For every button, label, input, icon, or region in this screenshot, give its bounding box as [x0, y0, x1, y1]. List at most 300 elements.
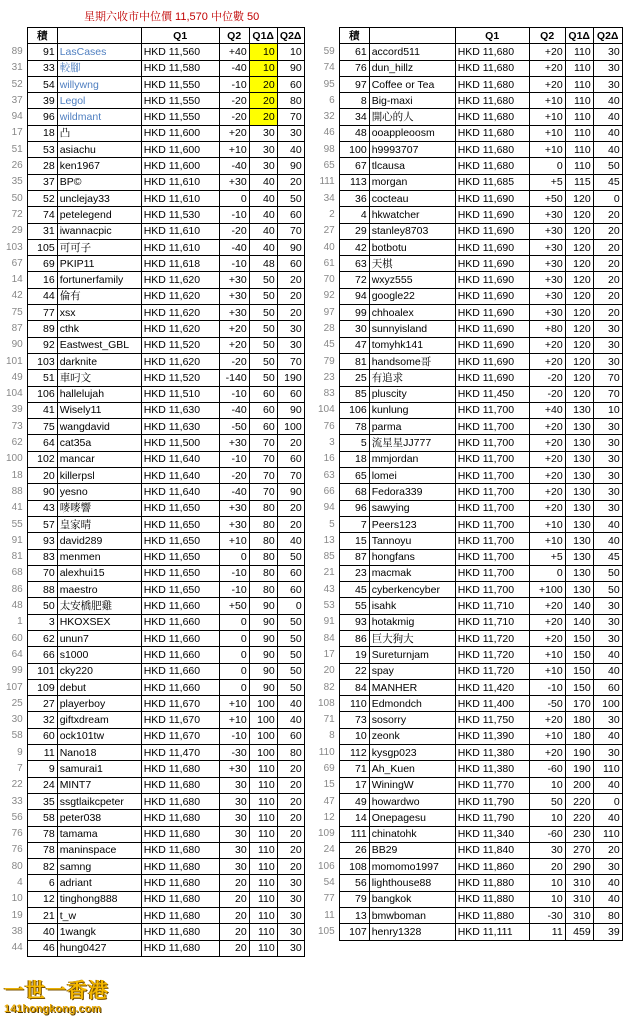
- rank: 99: [339, 305, 369, 321]
- rank: 100: [339, 142, 369, 158]
- player-name: ken1967: [57, 158, 141, 174]
- q1-delta: 220: [565, 810, 593, 826]
- q1-delta: 50: [249, 305, 277, 321]
- previous-rank: 21: [323, 567, 335, 579]
- table-row: [4, 223, 304, 239]
- q2-delta: 90: [277, 402, 304, 418]
- table-row: [316, 712, 622, 728]
- q2-change: -30: [219, 745, 249, 761]
- rank: 111: [339, 826, 369, 842]
- q2-delta: 20: [593, 223, 622, 239]
- q2-change: -20: [219, 109, 249, 125]
- q1-delta: 190: [565, 761, 593, 777]
- rank: 107: [339, 924, 369, 940]
- q2-delta: 0: [593, 793, 622, 809]
- q1-delta: 220: [565, 793, 593, 809]
- q1-price: HKD 11,620: [141, 288, 219, 304]
- player-name: kunlung: [369, 402, 455, 418]
- rank: 11: [27, 745, 57, 761]
- previous-rank: 58: [11, 730, 23, 742]
- q1-price: HKD 11,680: [455, 158, 529, 174]
- q2-change: 10: [529, 777, 565, 793]
- q1-delta: 120: [565, 223, 593, 239]
- table-row: [4, 516, 304, 532]
- previous-rank: 18: [11, 469, 23, 481]
- rank: 35: [27, 793, 57, 809]
- previous-rank: 108: [318, 697, 335, 709]
- table-row: [316, 76, 622, 92]
- previous-rank: 65: [323, 160, 335, 172]
- table-row: [4, 321, 304, 337]
- player-name: Wisely11: [57, 402, 141, 418]
- previous-rank: 15: [323, 779, 335, 791]
- q1-price: HKD 11,390: [455, 728, 529, 744]
- table-row: [316, 630, 622, 646]
- player-name: botbotu: [369, 239, 455, 255]
- q1-price: HKD 11,680: [141, 875, 219, 891]
- table-row: [316, 826, 622, 842]
- rank: 97: [339, 76, 369, 92]
- rank: 110: [339, 696, 369, 712]
- q1-delta: 60: [249, 402, 277, 418]
- q1-delta: 120: [565, 239, 593, 255]
- q1-price: HKD 11,700: [455, 549, 529, 565]
- previous-rank: 73: [11, 420, 23, 432]
- table-row: [316, 44, 622, 60]
- q2-change: 10: [529, 891, 565, 907]
- player-name: HKOXSEX: [57, 614, 141, 630]
- q1-price: HKD 11,680: [455, 44, 529, 60]
- q1-price: HKD 11,450: [455, 386, 529, 402]
- player-name: MANHER: [369, 679, 455, 695]
- player-name: samng: [57, 859, 141, 875]
- rank: 30: [339, 321, 369, 337]
- player-name: 皇家晴: [57, 516, 141, 532]
- q1-price: HKD 11,550: [141, 76, 219, 92]
- player-name: chhoalex: [369, 305, 455, 321]
- q2-change: +20: [529, 435, 565, 451]
- q1-price: HKD 11,670: [141, 712, 219, 728]
- q2-change: -40: [219, 60, 249, 76]
- q1-delta: 70: [249, 468, 277, 484]
- table-row: [316, 875, 622, 891]
- q2-change: +30: [529, 239, 565, 255]
- q2-delta: 50: [593, 565, 622, 581]
- q1-price: HKD 11,660: [141, 679, 219, 695]
- rank: 12: [27, 891, 57, 907]
- q1-delta: 115: [565, 174, 593, 190]
- q1-price: HKD 11,680: [141, 761, 219, 777]
- player-name: Edmondch: [369, 696, 455, 712]
- table-row: [316, 337, 622, 353]
- rank: 18: [27, 125, 57, 141]
- previous-rank: 82: [323, 681, 335, 693]
- rank: 79: [339, 891, 369, 907]
- rank: 77: [27, 305, 57, 321]
- q2-change: +20: [529, 500, 565, 516]
- rank: 70: [27, 565, 57, 581]
- q1-price: HKD 11,700: [455, 516, 529, 532]
- q1-price: HKD 11,380: [455, 745, 529, 761]
- table-row: [4, 630, 304, 646]
- q2-change: 20: [219, 891, 249, 907]
- q1-price: HKD 11,650: [141, 565, 219, 581]
- q1-price: HKD 11,660: [141, 630, 219, 646]
- q1-price: HKD 11,690: [455, 256, 529, 272]
- q2-delta: 50: [593, 158, 622, 174]
- q1-delta: 130: [565, 484, 593, 500]
- q2-change: -20: [219, 93, 249, 109]
- previous-rank: 60: [11, 632, 23, 644]
- player-name: lighthouse88: [369, 875, 455, 891]
- player-name: parma: [369, 419, 455, 435]
- rank: 7: [339, 516, 369, 532]
- q1-delta: 120: [565, 190, 593, 206]
- q1-delta: 120: [565, 207, 593, 223]
- q2-delta: 20: [277, 777, 304, 793]
- rank: 71: [339, 761, 369, 777]
- q1-price: HKD 11,840: [455, 842, 529, 858]
- rank: 15: [339, 533, 369, 549]
- table-row: [4, 745, 304, 761]
- q1-price: HKD 11,690: [455, 239, 529, 255]
- q2-delta: 30: [593, 598, 622, 614]
- q1-price: HKD 11,700: [455, 533, 529, 549]
- q2-change: 30: [219, 859, 249, 875]
- q2-delta: 40: [593, 891, 622, 907]
- q2-delta: 20: [277, 793, 304, 809]
- table-row: [4, 174, 304, 190]
- rank: 4: [339, 207, 369, 223]
- q1-price: HKD 11,700: [455, 435, 529, 451]
- q1-delta: 110: [249, 875, 277, 891]
- q1-delta: 130: [565, 516, 593, 532]
- q2-change: +40: [529, 402, 565, 418]
- table-row: [316, 370, 622, 386]
- q2-change: +30: [219, 435, 249, 451]
- player-name: 較腳: [57, 60, 141, 76]
- q2-delta: 70: [277, 353, 304, 369]
- q1-price: HKD 11,630: [141, 419, 219, 435]
- q1-delta: 80: [249, 533, 277, 549]
- q2-change: +10: [529, 663, 565, 679]
- rank: 60: [27, 728, 57, 744]
- q1-delta: 230: [565, 826, 593, 842]
- player-name: cocteau: [369, 190, 455, 206]
- rank: 20: [27, 468, 57, 484]
- q2-delta: 10: [277, 44, 304, 60]
- player-name: dun_hillz: [369, 60, 455, 76]
- q1-delta: 130: [565, 565, 593, 581]
- previous-rank: 95: [323, 78, 335, 90]
- q2-change: +10: [219, 696, 249, 712]
- rank: 69: [27, 256, 57, 272]
- previous-rank: 59: [323, 45, 335, 57]
- q2-delta: 50: [277, 630, 304, 646]
- q2-change: +20: [529, 337, 565, 353]
- player-name: hallelujah: [57, 386, 141, 402]
- previous-rank: 41: [11, 502, 23, 514]
- rank: 52: [27, 190, 57, 206]
- q1-delta: 40: [249, 223, 277, 239]
- table-row: [4, 696, 304, 712]
- col-header-q2-delta: Q2Δ: [593, 28, 622, 44]
- q1-price: HKD 11,500: [141, 435, 219, 451]
- q1-delta: 100: [249, 728, 277, 744]
- q1-delta: 90: [249, 614, 277, 630]
- previous-rank: 13: [323, 534, 335, 546]
- player-name: hongfans: [369, 549, 455, 565]
- q1-delta: 20: [249, 109, 277, 125]
- previous-rank: 88: [11, 485, 23, 497]
- q1-delta: 120: [565, 305, 593, 321]
- previous-rank: 99: [11, 665, 23, 677]
- q2-delta: 20: [593, 239, 622, 255]
- table-row: [316, 109, 622, 125]
- q2-change: -10: [219, 565, 249, 581]
- q1-delta: 80: [249, 500, 277, 516]
- q1-price: HKD 11,690: [455, 207, 529, 223]
- rank: 58: [27, 810, 57, 826]
- table-row: [316, 516, 622, 532]
- player-name: 太安橋肥雞: [57, 598, 141, 614]
- table-row: [316, 402, 622, 418]
- q1-delta: 180: [565, 712, 593, 728]
- q2-change: +100: [529, 582, 565, 598]
- q1-price: HKD 11,680: [455, 109, 529, 125]
- q1-delta: 140: [565, 598, 593, 614]
- q1-delta: 48: [249, 256, 277, 272]
- player-name: Nano18: [57, 745, 141, 761]
- rank: 50: [27, 598, 57, 614]
- previous-rank: 25: [11, 697, 23, 709]
- rank: 5: [339, 435, 369, 451]
- player-name: Peers123: [369, 516, 455, 532]
- player-name: peter038: [57, 810, 141, 826]
- previous-rank: 32: [323, 111, 335, 123]
- previous-rank: 68: [11, 567, 23, 579]
- q2-delta: 30: [277, 891, 304, 907]
- q2-delta: 50: [277, 663, 304, 679]
- q1-price: HKD 11,640: [141, 451, 219, 467]
- q2-change: -40: [219, 484, 249, 500]
- player-name: 可可子: [57, 239, 141, 255]
- table-row: [316, 174, 622, 190]
- q2-change: 20: [219, 908, 249, 924]
- q2-change: -10: [219, 451, 249, 467]
- q2-change: 0: [529, 565, 565, 581]
- q1-price: HKD 11,710: [455, 598, 529, 614]
- table-row: [316, 60, 622, 76]
- q1-delta: 120: [565, 321, 593, 337]
- q1-price: HKD 11,700: [455, 419, 529, 435]
- rank: 45: [339, 582, 369, 598]
- q1-delta: 110: [249, 810, 277, 826]
- q2-delta: 30: [593, 500, 622, 516]
- player-name: tomyhk141: [369, 337, 455, 353]
- rank: 81: [339, 353, 369, 369]
- q1-delta: 130: [565, 468, 593, 484]
- q2-change: +20: [219, 337, 249, 353]
- q2-change: -140: [219, 370, 249, 386]
- player-name: handsome哥: [369, 353, 455, 369]
- q2-change: +20: [529, 712, 565, 728]
- rank: 18: [339, 451, 369, 467]
- q1-delta: 120: [565, 256, 593, 272]
- q2-delta: 20: [593, 288, 622, 304]
- rank: 33: [27, 60, 57, 76]
- table-row: [316, 419, 622, 435]
- q1-delta: 110: [249, 940, 277, 956]
- q2-change: +20: [529, 60, 565, 76]
- q1-delta: 110: [249, 891, 277, 907]
- q1-price: HKD 11,680: [141, 777, 219, 793]
- player-name: 車叼文: [57, 370, 141, 386]
- q1-price: HKD 11,670: [141, 728, 219, 744]
- q1-price: HKD 11,610: [141, 190, 219, 206]
- q2-delta: 40: [593, 875, 622, 891]
- q1-price: HKD 11,610: [141, 223, 219, 239]
- player-name: pluscity: [369, 386, 455, 402]
- q1-delta: 110: [565, 60, 593, 76]
- q1-price: HKD 11,660: [141, 598, 219, 614]
- previous-rank: 35: [11, 176, 23, 188]
- rank: 16: [27, 272, 57, 288]
- q2-delta: 50: [277, 647, 304, 663]
- player-name: stanley8703: [369, 223, 455, 239]
- q2-delta: 70: [277, 223, 304, 239]
- q2-change: +50: [219, 598, 249, 614]
- rank: 14: [339, 810, 369, 826]
- rank: 65: [339, 468, 369, 484]
- rank: 112: [339, 745, 369, 761]
- previous-rank: 11: [324, 909, 335, 921]
- q2-change: +20: [529, 451, 565, 467]
- table-row: [4, 647, 304, 663]
- q2-change: -10: [219, 256, 249, 272]
- player-name: playerboy: [57, 696, 141, 712]
- player-name: PKIP11: [57, 256, 141, 272]
- q1-delta: 130: [565, 451, 593, 467]
- table-row: [316, 500, 622, 516]
- previous-rank: 14: [11, 274, 23, 286]
- rank: 22: [339, 663, 369, 679]
- player-name: alexhui15: [57, 565, 141, 581]
- player-name: howardwo: [369, 793, 455, 809]
- previous-rank: 16: [323, 453, 335, 465]
- q1-price: HKD 11,470: [141, 745, 219, 761]
- q1-price: HKD 11,680: [141, 940, 219, 956]
- q2-delta: 40: [593, 142, 622, 158]
- q1-price: HKD 11,610: [141, 174, 219, 190]
- previous-rank: 69: [323, 763, 335, 774]
- q1-delta: 100: [249, 745, 277, 761]
- previous-rank: 94: [11, 111, 23, 123]
- player-name: t_w: [57, 908, 141, 924]
- q1-delta: 130: [565, 549, 593, 565]
- q1-price: HKD 11,420: [455, 679, 529, 695]
- q2-delta: 30: [593, 419, 622, 435]
- rank: 43: [27, 500, 57, 516]
- q2-delta: 30: [593, 435, 622, 451]
- q1-price: HKD 11,700: [455, 484, 529, 500]
- rank: 37: [27, 174, 57, 190]
- rank: 3: [27, 614, 57, 630]
- q2-change: +10: [529, 142, 565, 158]
- player-name: BP©: [57, 174, 141, 190]
- table-row: [4, 76, 304, 92]
- previous-rank: 17: [11, 127, 23, 139]
- q2-delta: 40: [277, 712, 304, 728]
- rank: 34: [339, 109, 369, 125]
- previous-rank: 3: [329, 437, 335, 449]
- q1-delta: 90: [249, 663, 277, 679]
- table-row: [4, 207, 304, 223]
- table-row: [4, 875, 304, 891]
- q2-delta: 80: [593, 908, 622, 924]
- q1-delta: 40: [249, 207, 277, 223]
- player-name: bangkok: [369, 891, 455, 907]
- q2-delta: 40: [593, 810, 622, 826]
- q1-price: HKD 11,690: [455, 337, 529, 353]
- q2-change: -20: [219, 353, 249, 369]
- q2-change: +20: [529, 614, 565, 630]
- rank: 19: [339, 647, 369, 663]
- q1-price: HKD 11,400: [455, 696, 529, 712]
- table-row: [316, 435, 622, 451]
- player-name: 有追求: [369, 370, 455, 386]
- col-header-rank: 積: [339, 28, 369, 44]
- right-ranking-table: [316, 27, 623, 941]
- q2-change: +20: [529, 76, 565, 92]
- q2-change: 11: [529, 924, 565, 940]
- q2-delta: 20: [593, 256, 622, 272]
- previous-rank: 51: [11, 143, 23, 155]
- rank: 48: [339, 125, 369, 141]
- col-header-q1-delta: Q1Δ: [249, 28, 277, 44]
- rank: 74: [27, 207, 57, 223]
- table-row: [4, 826, 304, 842]
- previous-rank: 20: [323, 665, 335, 677]
- page-title: 星期六收市中位價 11,570 中位數 50: [84, 11, 260, 23]
- q2-delta: 60: [277, 76, 304, 92]
- q2-change: +30: [529, 305, 565, 321]
- q1-price: HKD 11,710: [455, 614, 529, 630]
- rank: 62: [27, 630, 57, 646]
- q2-delta: 20: [593, 842, 622, 858]
- q1-price: HKD 11,550: [141, 109, 219, 125]
- previous-rank: 6: [329, 94, 335, 106]
- player-name: s1000: [57, 647, 141, 663]
- player-name: sunnyisland: [369, 321, 455, 337]
- rank: 36: [339, 190, 369, 206]
- table-row: [4, 712, 304, 728]
- q1-price: HKD 11,770: [455, 777, 529, 793]
- q2-delta: 30: [277, 940, 304, 956]
- rank: 47: [339, 337, 369, 353]
- q2-change: +10: [529, 728, 565, 744]
- q1-price: HKD 11,700: [455, 500, 529, 516]
- table-row: [316, 468, 622, 484]
- previous-rank: 64: [11, 648, 23, 660]
- rank: 76: [339, 60, 369, 76]
- previous-rank: 45: [323, 339, 335, 351]
- rank: 96: [27, 109, 57, 125]
- table-row: [316, 859, 622, 875]
- q2-change: 50: [529, 793, 565, 809]
- rank: 67: [339, 158, 369, 174]
- q2-delta: 110: [593, 826, 622, 842]
